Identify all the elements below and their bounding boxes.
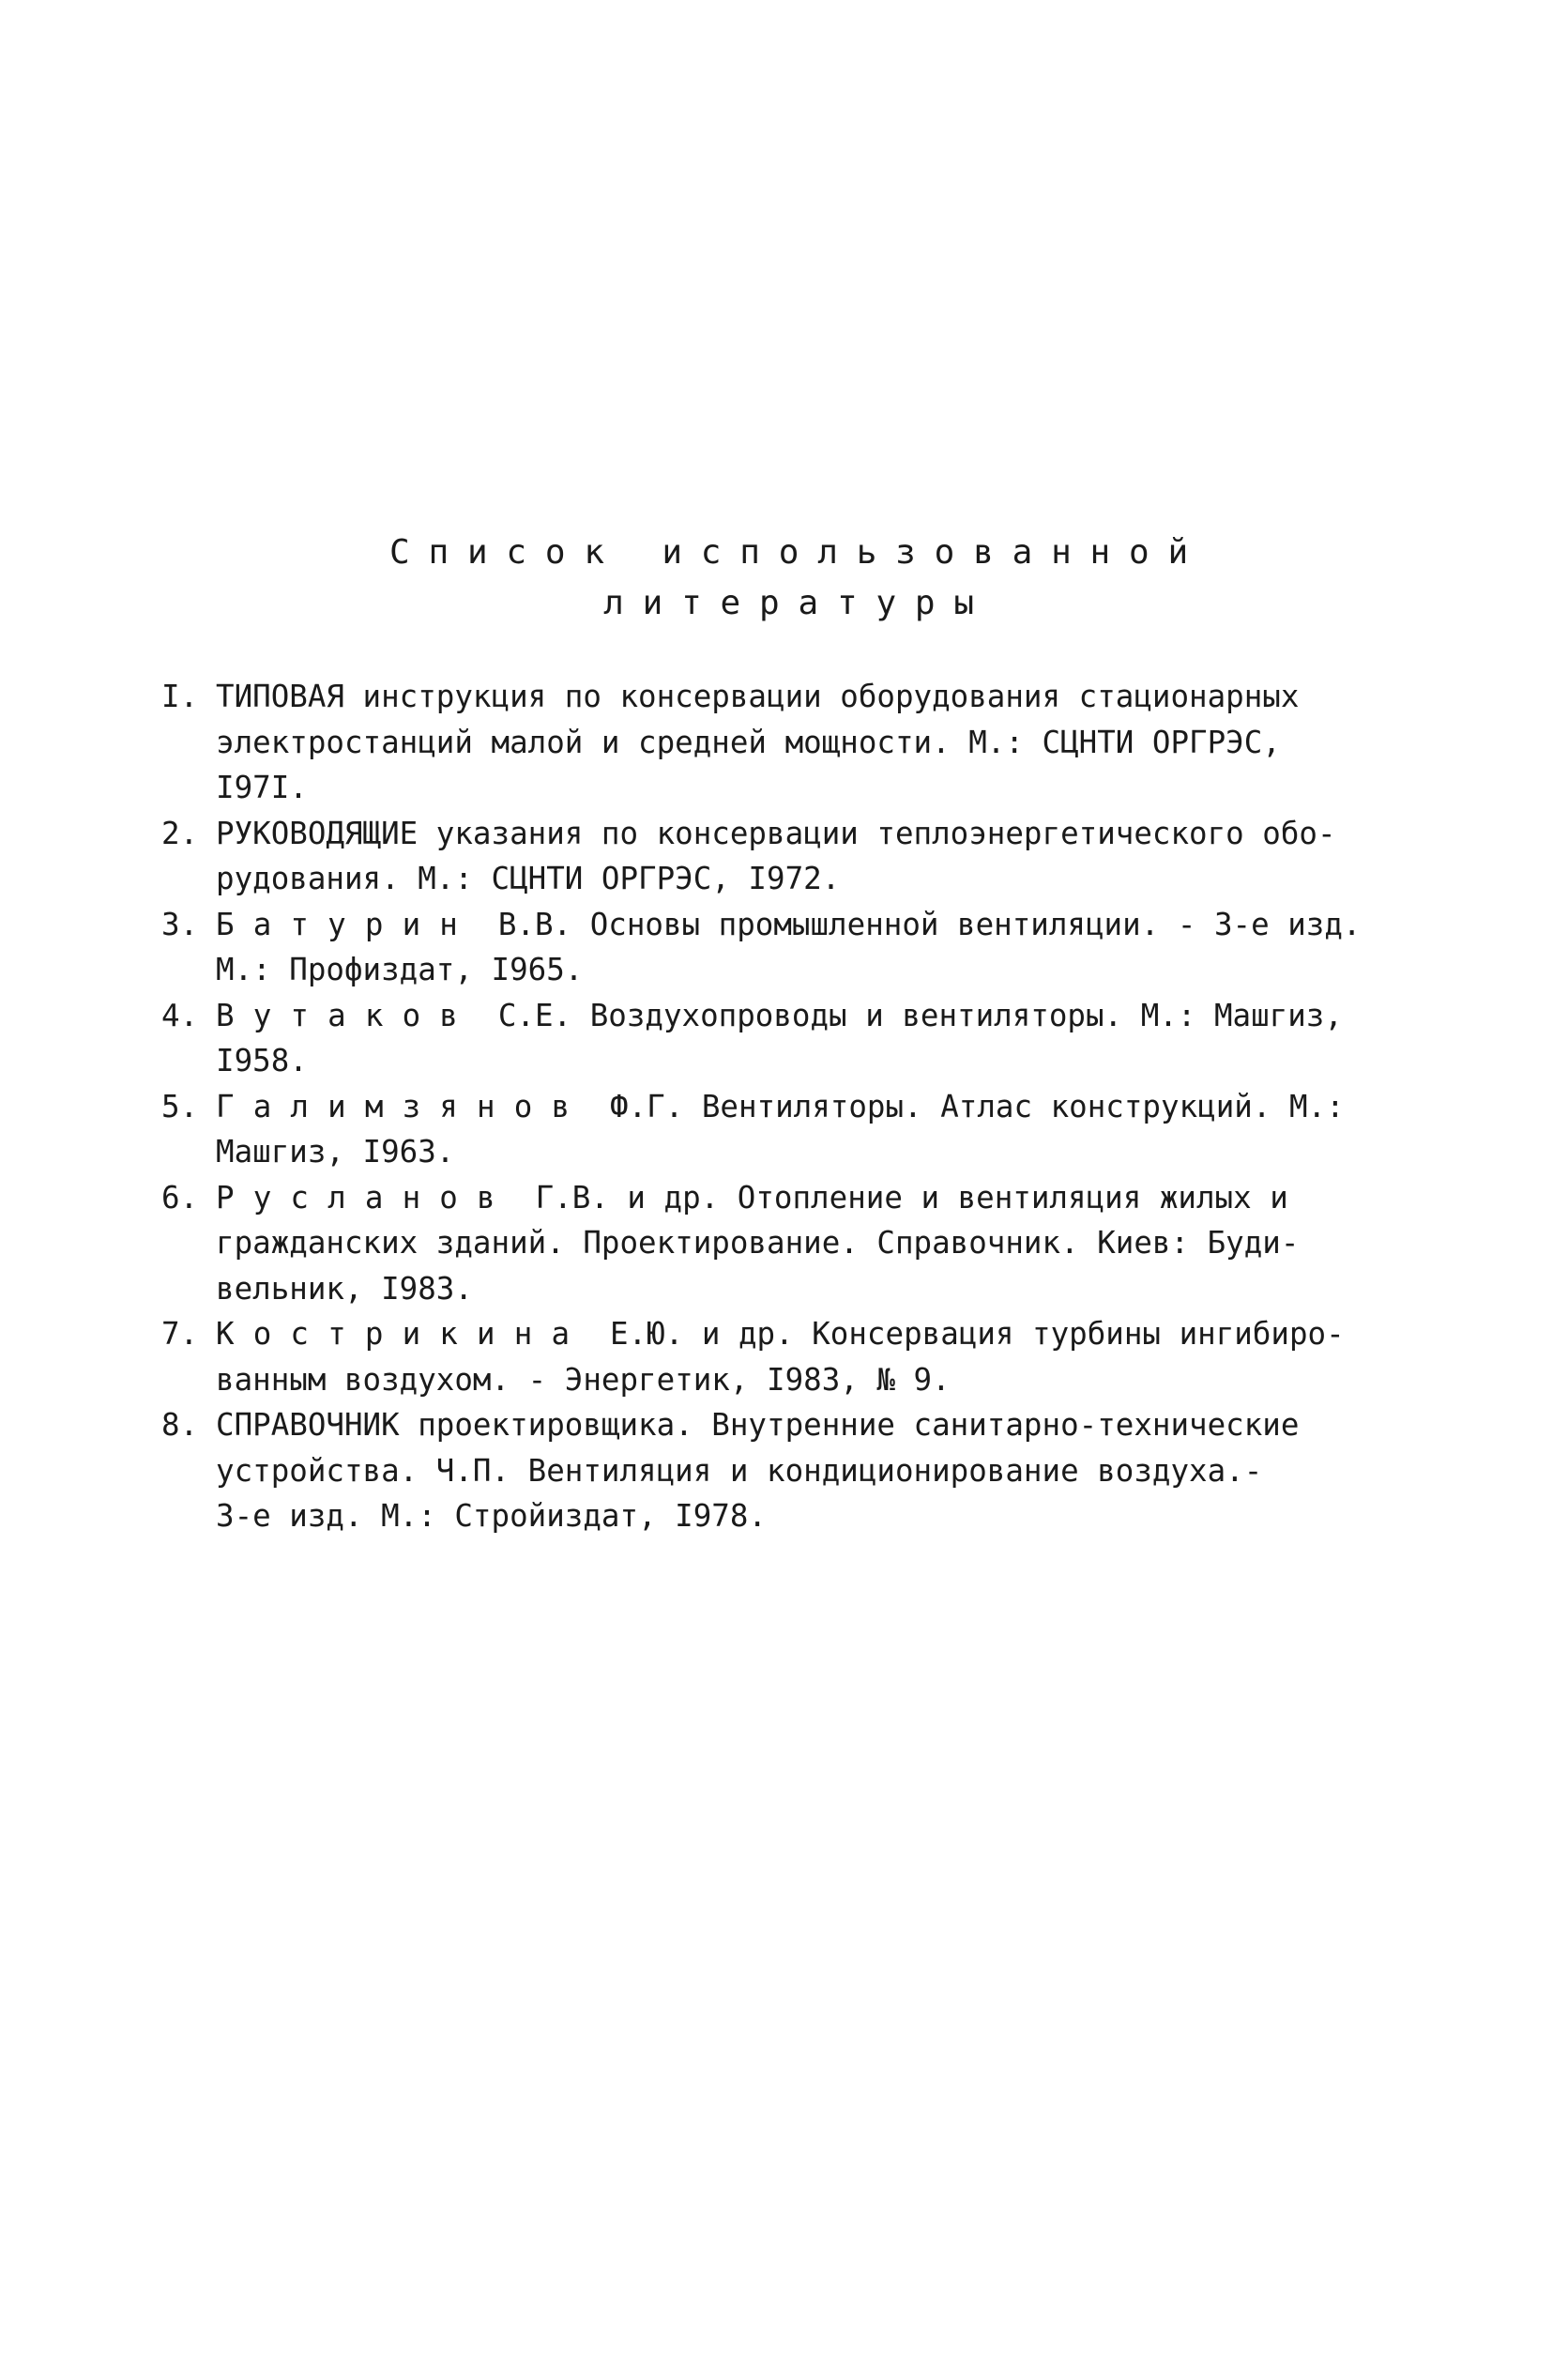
reference-text	[216, 1402, 1419, 1539]
reference-line	[216, 1084, 1419, 1130]
reference-text	[216, 674, 1419, 811]
reference-line-text: Г.В. и др. Отопление и вентиляция жилых и	[535, 1179, 1288, 1216]
reference-line: М.: Профиздат, I965.	[216, 952, 584, 987]
reference-author: Батурин	[216, 906, 478, 942]
reference-item-7	[161, 1311, 1419, 1402]
reference-number: 5.	[161, 1088, 199, 1124]
reference-text	[216, 902, 1419, 993]
reference-line: рудования. М.: СЦНТИ ОРГРЭС, I972.	[216, 861, 841, 896]
reference-text	[216, 1175, 1419, 1312]
reference-text	[216, 811, 1419, 902]
reference-line-text: С.Е. Воздухопроводы и вентиляторы. М.: Машгиз,	[497, 997, 1343, 1033]
reference-number: 7.	[161, 1316, 199, 1352]
reference-line-text: В.В. Основы промышленной вентиляции. - 3-е изд.	[497, 906, 1362, 942]
reference-list	[161, 674, 1419, 1539]
reference-author: Галимзянов	[216, 1088, 589, 1124]
page-title-line-1: Список использованной	[389, 533, 1207, 572]
reference-item-5	[161, 1084, 1419, 1175]
reference-text	[216, 1311, 1419, 1402]
reference-number: I.	[161, 679, 199, 714]
reference-item-4	[161, 993, 1419, 1084]
reference-line: РУКОВОДЯЩИЕ указания по консервации теплоэнергетического обо-	[216, 815, 1336, 851]
reference-line: СПРАВОЧНИК проектировщика. Внутренние санитарно-технические	[216, 1407, 1300, 1443]
reference-line: электростанций малой и средней мощности. М.: СЦНТИ ОРГРЭС,	[216, 724, 1281, 760]
reference-item-1	[161, 674, 1419, 811]
reference-number: 6.	[161, 1179, 199, 1216]
reference-author: Вутаков	[216, 997, 478, 1033]
reference-number: 8.	[161, 1407, 199, 1443]
reference-line: устройства. Ч.П. Вентиляция и кондиционирование воздуха.-	[216, 1452, 1263, 1489]
reference-item-3	[161, 902, 1419, 993]
reference-line: вельник, I983.	[216, 1270, 473, 1307]
reference-item-8	[161, 1402, 1419, 1539]
reference-item-6	[161, 1175, 1419, 1312]
reference-line-text: Е.Ю. и др. Консервация турбины ингибиро-	[610, 1316, 1345, 1352]
reference-line	[216, 1311, 1419, 1357]
reference-text	[216, 1084, 1419, 1175]
reference-line	[216, 902, 1419, 948]
reference-line: гражданских зданий. Проектирование. Справочник. Киев: Буди-	[216, 1225, 1300, 1261]
reference-line: I97I.	[216, 770, 308, 805]
reference-line	[216, 1175, 1419, 1221]
reference-item-2	[161, 811, 1419, 902]
reference-line: ванным воздухом. - Энергетик, I983, № 9.	[216, 1361, 951, 1398]
reference-number: 3.	[161, 906, 199, 942]
reference-author: Кострикина	[216, 1316, 589, 1352]
page-title-line-2: литературы	[603, 584, 993, 622]
reference-line	[216, 993, 1419, 1039]
reference-number: 2.	[161, 815, 199, 851]
reference-line: ТИПОВАЯ инструкция по консервации оборудования стационарных	[216, 679, 1300, 714]
reference-line: 3-е изд. М.: Стройиздат, I978.	[216, 1498, 767, 1534]
reference-line-text: Ф.Г. Вентиляторы. Атлас конструкций. М.:	[610, 1088, 1345, 1124]
reference-line: Машгиз, I963.	[216, 1134, 455, 1170]
reference-number: 4.	[161, 997, 199, 1033]
reference-line: I958.	[216, 1043, 308, 1078]
reference-text	[216, 993, 1419, 1084]
reference-author: Русланов	[216, 1179, 514, 1216]
